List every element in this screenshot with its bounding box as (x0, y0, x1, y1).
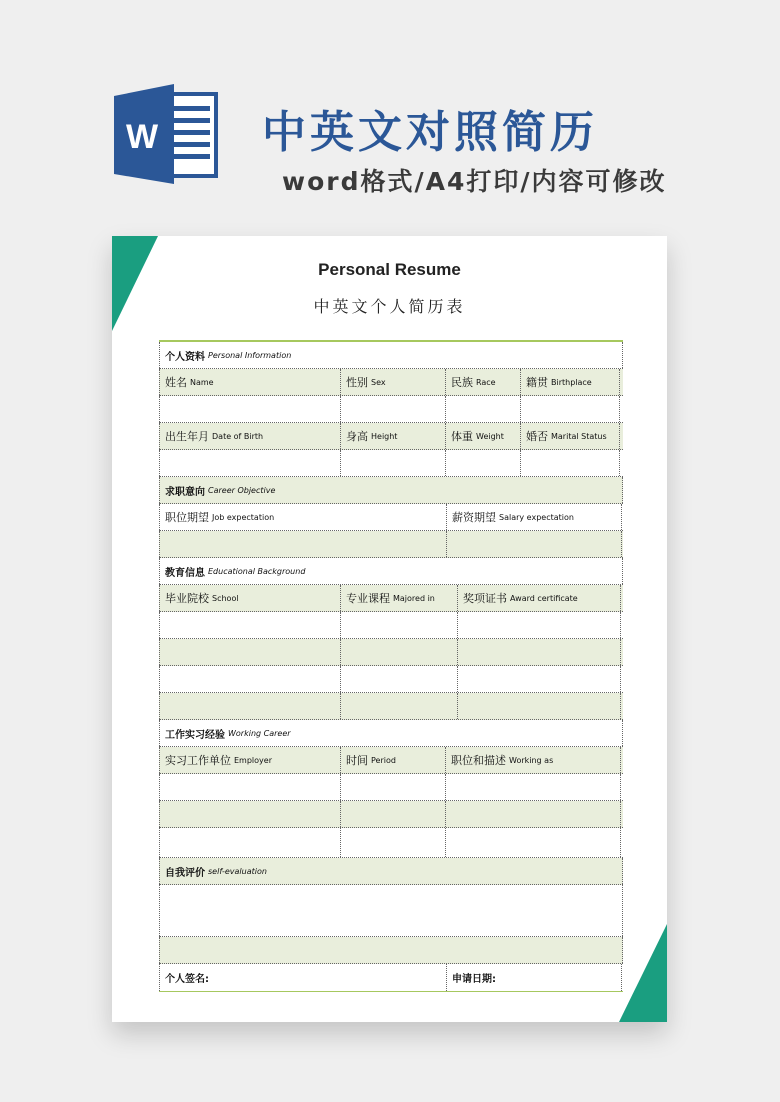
section-work (159, 720, 623, 747)
table-cell (457, 639, 621, 665)
table-cell (340, 747, 446, 773)
cell-label: Working Career (228, 728, 291, 738)
table-row[interactable] (159, 937, 623, 964)
marital-input[interactable] (520, 450, 620, 476)
cell-label: 婚否 (526, 430, 548, 443)
word-logo-icon (114, 84, 220, 184)
table-row (159, 585, 623, 612)
table-cell (520, 369, 620, 395)
cell-label: Name (190, 377, 214, 387)
job-input[interactable] (159, 531, 447, 557)
table-cell (159, 693, 341, 719)
cell-label: self-evaluation (208, 866, 267, 876)
cell-label: 民族 (451, 376, 473, 389)
table-cell (340, 612, 458, 638)
cell-label: Race (476, 377, 496, 387)
table-row (159, 504, 623, 531)
table-row[interactable] (159, 666, 623, 693)
cell-label: Award certificate (510, 593, 578, 603)
table-cell (445, 828, 621, 857)
cell-label: Sex (371, 377, 386, 387)
section-personal (159, 342, 623, 369)
table-cell (159, 801, 341, 827)
cell-label: Height (371, 431, 398, 441)
table-row (159, 423, 623, 450)
cell-label: 职位期望 (165, 511, 209, 524)
section-career (159, 477, 623, 504)
table-cell (159, 504, 447, 530)
cell-label: Educational Background (208, 566, 306, 576)
table-cell (159, 639, 341, 665)
table-row[interactable] (159, 828, 623, 858)
cell-label: 个人资料 (165, 351, 205, 363)
cell-label: 体重 (451, 430, 473, 443)
table-cell (445, 747, 621, 773)
table-cell (159, 828, 341, 857)
table-row (159, 450, 623, 477)
birthplace-input[interactable] (520, 396, 620, 422)
table-cell (159, 666, 341, 692)
sex-input[interactable] (340, 396, 446, 422)
table-cell (340, 639, 458, 665)
table-cell (159, 423, 341, 449)
signature-label[interactable]: 个人签名: (159, 964, 447, 991)
cell-label: Salary expectation (499, 512, 574, 522)
table-cell (340, 828, 446, 857)
table-cell (159, 858, 623, 884)
cell-label: 教育信息 (165, 567, 205, 579)
cell-label: Majored in (393, 593, 435, 603)
table-cell (520, 423, 620, 449)
resume-page (112, 236, 667, 1022)
dob-input[interactable] (159, 450, 341, 476)
cell-label: Job expectation (212, 512, 275, 522)
table-cell (340, 423, 446, 449)
table-cell (159, 558, 623, 584)
cell-label: 工作实习经验 (165, 729, 225, 741)
cell-label: 性别 (346, 376, 368, 389)
table-cell (457, 585, 621, 611)
cell-label: Personal Information (208, 350, 292, 360)
table-row (159, 396, 623, 423)
table-cell (159, 720, 623, 746)
table-cell (159, 477, 623, 503)
section-self (159, 858, 623, 885)
table-cell (445, 423, 521, 449)
cell-label: Date of Birth (212, 431, 264, 441)
cell-label: Career Objective (208, 485, 276, 495)
resume-table (159, 340, 623, 992)
cell-label: 奖项证书 (463, 592, 507, 605)
cell-label: 毕业院校 (165, 592, 209, 605)
table-row[interactable] (159, 801, 623, 828)
self-evaluation-input[interactable] (159, 885, 623, 937)
table-cell (159, 612, 341, 638)
cell-label: 薪资期望 (452, 511, 496, 524)
table-cell (446, 504, 622, 530)
cell-label: 出生年月 (165, 430, 209, 443)
table-row[interactable] (159, 639, 623, 666)
table-cell (340, 369, 446, 395)
cell-label: Birthplace (551, 377, 592, 387)
table-cell (340, 585, 458, 611)
table-row[interactable] (159, 774, 623, 801)
table-row (159, 369, 623, 396)
table-cell (159, 369, 341, 395)
weight-input[interactable] (445, 450, 521, 476)
banner-subtitle: word格式/A4打印/内容可修改 (282, 167, 667, 196)
table-cell (457, 612, 621, 638)
cell-label: 专业课程 (346, 592, 390, 605)
cell-label: 时间 (346, 754, 368, 767)
table-cell (159, 885, 623, 936)
table-cell (457, 693, 621, 719)
table-row[interactable] (159, 612, 623, 639)
banner-title: 中英文对照简历 (262, 107, 598, 158)
table-cell (445, 801, 621, 827)
svg-text:W: W (125, 118, 159, 156)
corner-decoration (619, 924, 667, 1022)
cell-label: Period (371, 755, 396, 765)
table-row (159, 531, 623, 558)
height-input[interactable] (340, 450, 446, 476)
race-input[interactable] (445, 396, 521, 422)
table-cell (159, 747, 341, 773)
signature-row (159, 964, 623, 991)
salary-input[interactable] (446, 531, 622, 557)
cell-label: 职位和描述 (451, 754, 506, 767)
doc-title-cn: 中英文个人简历表 (313, 297, 466, 316)
cell-label: 求职意向 (165, 486, 205, 498)
section-education (159, 558, 623, 585)
cell-label: Employer (234, 755, 272, 765)
table-cell (445, 369, 521, 395)
table-row[interactable] (159, 693, 623, 720)
table-cell (340, 774, 446, 800)
doc-title-en: Personal Resume (318, 260, 461, 279)
cell-label: 自我评价 (165, 867, 205, 879)
cell-label: Working as (509, 755, 554, 765)
table-cell (457, 666, 621, 692)
cell-label: 实习工作单位 (165, 754, 231, 767)
cell-label: Marital Status (551, 431, 607, 441)
cell-label: School (212, 593, 239, 603)
table-cell (445, 774, 621, 800)
table-cell (340, 801, 446, 827)
cell-label: 籍贯 (526, 376, 548, 389)
table-cell (159, 937, 623, 963)
cell-label: 身高 (346, 430, 368, 443)
cell-label: 姓名 (165, 376, 187, 389)
table-cell (340, 666, 458, 692)
name-input[interactable] (159, 396, 341, 422)
table-cell (159, 585, 341, 611)
table-cell (340, 693, 458, 719)
table-cell (159, 342, 623, 368)
cell-label: Weight (476, 431, 504, 441)
table-row (159, 747, 623, 774)
table-cell (159, 774, 341, 800)
date-label[interactable]: 申请日期: (446, 964, 622, 991)
